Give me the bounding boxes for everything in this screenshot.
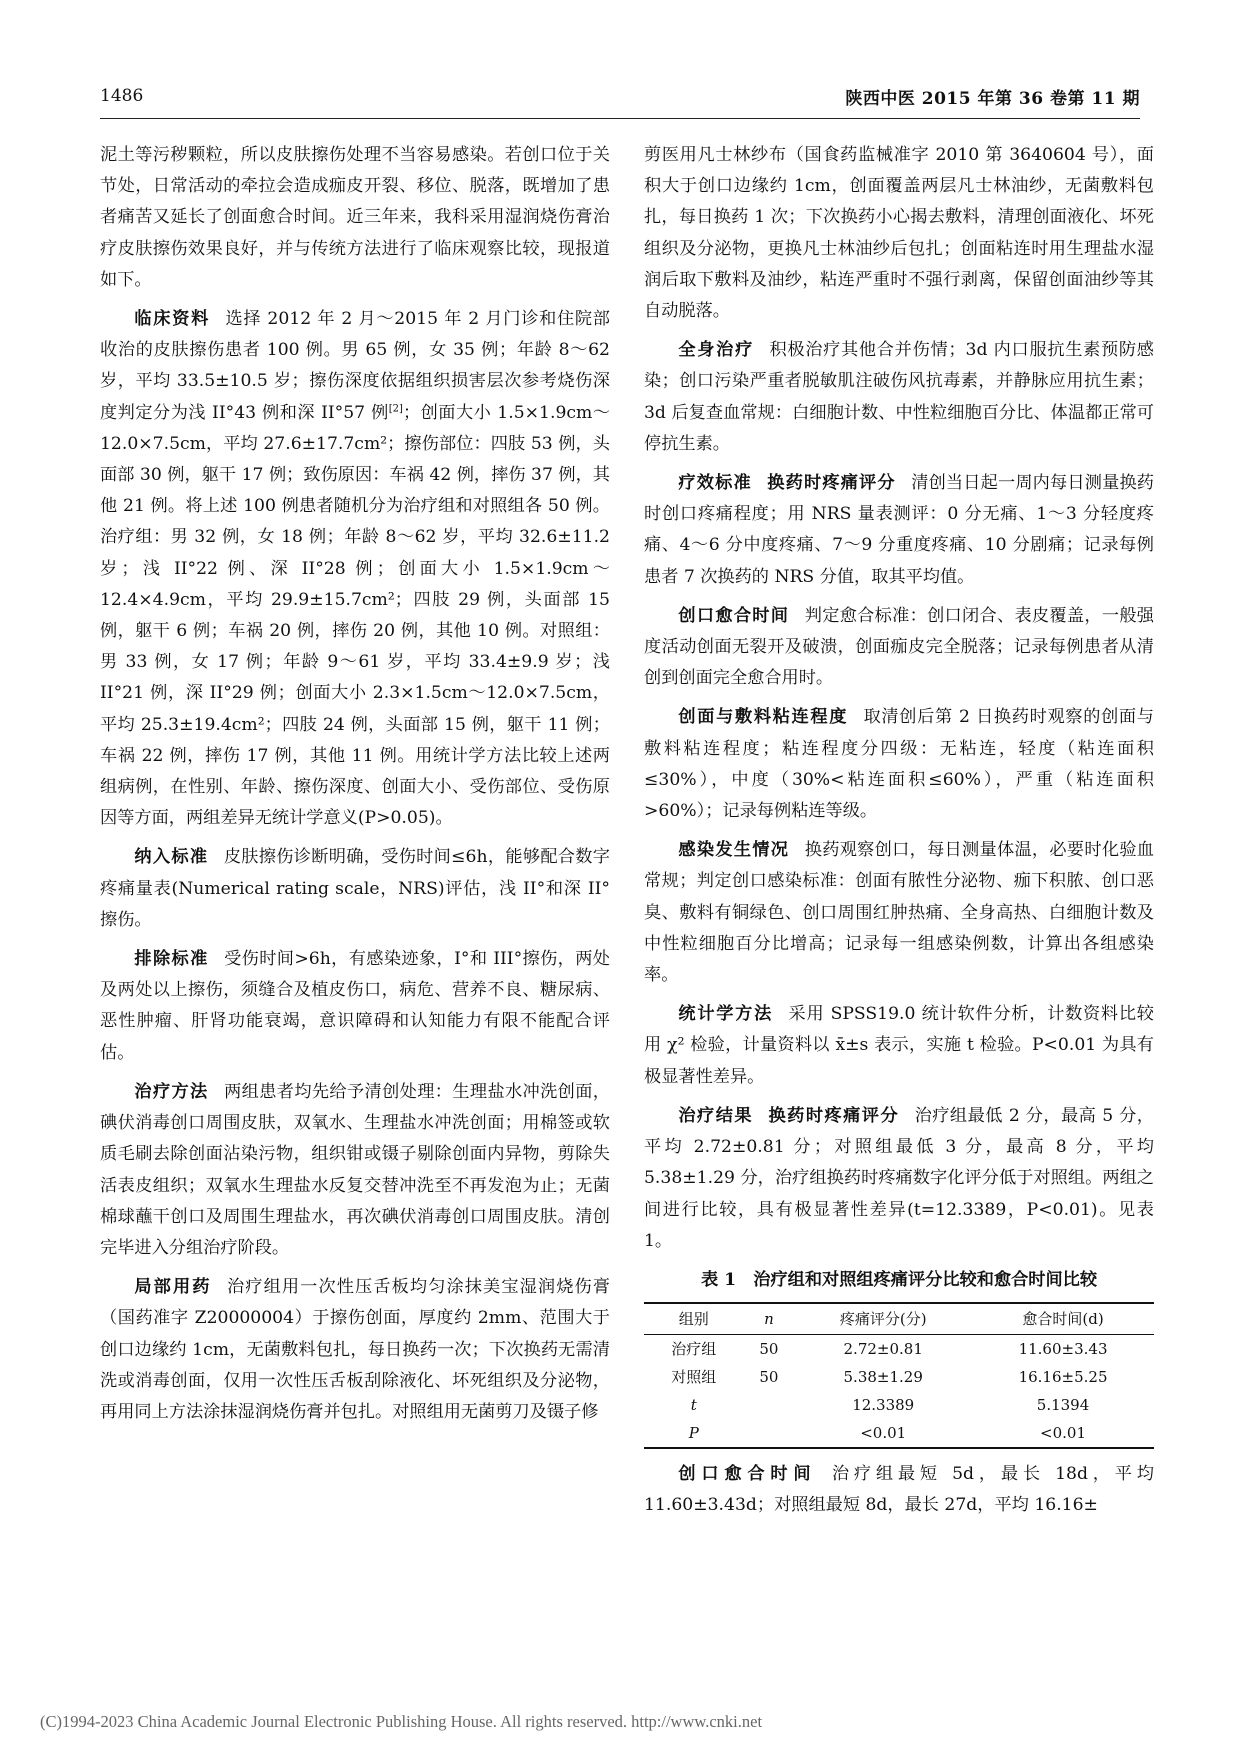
table-cell: <0.01	[794, 1419, 972, 1448]
table-cell: 2.72±0.81	[843, 1339, 923, 1358]
section-text: 治疗组最短 5d，最长 18d，平均 11.60±3.43d；对照组最短 8d，最长 27d，平均 16.16±	[644, 1463, 1154, 1516]
section-heading: 全身治疗	[678, 340, 754, 361]
subsection-heading: 换药时疼痛评分	[767, 473, 896, 494]
section-treatment-method	[100, 1077, 610, 1264]
section-local-medication	[100, 1272, 610, 1428]
section-healing-time	[644, 601, 1154, 695]
section-clinical-data	[100, 304, 610, 834]
table-cell: 50	[759, 1339, 779, 1358]
table-cell: 12.3389	[852, 1395, 915, 1414]
section-heading: 疗效标准	[678, 473, 752, 494]
running-header	[100, 84, 1140, 119]
table-cell: 16.16±5.25	[1018, 1367, 1108, 1386]
section-heading: 创口愈合时间	[678, 1463, 817, 1484]
section-systemic-treatment	[644, 335, 1154, 460]
section-heading: 治疗结果	[678, 1105, 754, 1126]
table-cell	[743, 1419, 794, 1448]
table-row	[644, 1391, 1154, 1419]
section-heading: 排除标准	[134, 949, 209, 970]
paragraph-continued: 剪医用凡士林纱布（国食药监械准字 2010 第 3640604 号），面积大于创口边缘约 1cm，创面覆盖两层凡士林油纱，无菌敷料包扎，每日换药 1 次；下次换药小心揭去敷料，清理创面液化、坏死组织及分泌物，更换凡士林油纱后包扎；创面粘连时用生理盐水湿润后取下敷料及油纱，粘连严重时不强行剥离，保留创面油纱等其自动脱落。	[644, 145, 1154, 322]
section-infection	[644, 835, 1154, 991]
section-text: 采用 SPSS19.0 统计软件分析，计数资料比较用 χ² 检验，计量资料以 x̄±s 表示，实施 t 检验。P<0.01 为具有极显著性差异。	[644, 1004, 1154, 1087]
section-text: 皮肤擦伤诊断明确，受伤时间≤6h，能够配合数字疼痛量表(Numerical rating scale，NRS)评估，浅 II°和深 II°擦伤。	[100, 847, 610, 930]
page-number: 1486	[100, 86, 144, 106]
table-cell: 50	[759, 1367, 779, 1386]
section-text: 取清创后第 2 日换药时观察的创面与敷料粘连程度；粘连程度分四级：无粘连，轻度（粘连面积≤30%），中度（30%<粘连面积≤60%），严重（粘连面积>60%）；记录每例粘连等级。	[644, 707, 1154, 822]
copyright-footer: (C)1994-2023 China Academic Journal Electronic Publishing House. All rights reserved. http://www.cnki.net	[40, 1712, 763, 1731]
table-cell: 治疗组	[671, 1339, 717, 1358]
section-statistics	[644, 999, 1154, 1093]
section-efficacy-criteria	[644, 468, 1154, 593]
section-heading: 感染发生情况	[678, 840, 790, 861]
section-text: 治疗组用一次性压舌板均匀涂抹美宝湿润烧伤膏（国药准字 Z20000004）于擦伤创面，厚度约 2mm、范围大于创口边缘约 1cm，无菌敷料包扎，每日换药一次；下次换药无需清洗或消毒创面，仅用一次性压舌板刮除液化、坏死组织及分泌物，再用同上方法涂抹湿润烧伤膏并包扎。对照组用无菌剪刀及镊子修	[100, 1277, 610, 1422]
table-cell: 5.38±1.29	[843, 1367, 923, 1386]
table-row	[644, 1419, 1154, 1448]
section-heading: 统计学方法	[678, 1004, 774, 1025]
column-header: n	[743, 1303, 794, 1335]
section-text: 两组患者均先给予清创处理：生理盐水冲洗创面，碘伏消毒创口周围皮肤，双氧水、生理盐水冲洗创面；用棉签或软质毛刷去除创面沾染污物，组织钳或镊子剔除创面内异物，剪除失活表皮组织；双氧水生理盐水反复交替冲洗至不再发泡为止；无菌棉球蘸干创口及周围生理盐水，再次碘伏消毒创口周围皮肤。清创完毕进入分组治疗阶段。	[100, 1081, 610, 1258]
table-row	[644, 1363, 1154, 1391]
subsection-heading: 换药时疼痛评分	[768, 1105, 900, 1126]
section-text: 换药观察创口，每日测量体温，必要时化验血常规；判定创口感染标准：创面有脓性分泌物、痂下积脓、创口恶臭、敷料有铜绿色、创口周围红肿热痛、全身高热、白细胞计数及中性粒细胞百分比增高；记录每一组感染例数，计算出各组感染率。	[644, 840, 1154, 986]
section-inclusion-criteria	[100, 842, 610, 936]
column-header: 组别	[644, 1303, 743, 1335]
section-adhesion	[644, 702, 1154, 827]
section-text: 积极治疗其他合并伤情；3d 内口服抗生素预防感染；创口污染严重者脱敏肌注破伤风抗毒素，并静脉应用抗生素；3d 后复查血常规：白细胞计数、中性粒细胞百分比、体温都正常可停抗生素。	[644, 340, 1154, 454]
section-heading: 治疗方法	[134, 1081, 209, 1102]
section-heading: 纳入标准	[134, 847, 209, 868]
table-cell	[743, 1391, 794, 1419]
column-header: 愈合时间(d)	[972, 1303, 1154, 1335]
results-table	[644, 1302, 1154, 1449]
table-header-row	[644, 1303, 1154, 1335]
table-cell: 11.60±3.43	[1018, 1339, 1108, 1358]
table-row	[644, 1334, 1154, 1363]
table-cell: P	[644, 1419, 743, 1448]
table-cell: t	[690, 1395, 697, 1414]
journal-title: 陕西中医 2015 年第 36 卷第 11 期	[845, 89, 1140, 109]
left-column	[100, 140, 610, 1436]
section-heading: 创面与敷料粘连程度	[678, 707, 849, 728]
section-heading: 局部用药	[134, 1277, 212, 1298]
section-text: 治疗组最低 2 分，最高 5 分，平均 2.72±0.81 分；对照组最低 3 分，最高 8 分，平均 5.38±1.29 分，治疗组换药时疼痛数字化评分低于对照组。两组之间进行比较，具有极显著性差异(t=12.3389，P<0.01)。见表 1。	[644, 1105, 1154, 1251]
section-text: 清创当日起一周内每日测量换药时创口疼痛程度；用 NRS 量表测评：0 分无痛、1～3 分轻度疼痛、4～6 分中度疼痛、7～9 分重度疼痛、10 分剧痛；记录每例患者 7 次换药的 NRS 分值，取其平均值。	[644, 473, 1154, 587]
section-healing-result	[644, 1459, 1154, 1521]
section-text: 选择 2012 年 2 月～2015 年 2 月门诊和住院部收治的皮肤擦伤患者 100 例。男 65 例，女 35 例；年龄 8～62 岁，平均 33.5±10.5 岁；擦伤深度依据组织损害层次参考烧伤深度判定分为浅 II°43 例和深 II°57 例	[100, 309, 610, 423]
section-results	[644, 1101, 1154, 1257]
table-cell: <0.01	[972, 1419, 1154, 1448]
section-text: 受伤时间>6h，有感染迹象，I°和 III°擦伤，两处及两处以上擦伤，须缝合及植皮伤口，病危、营养不良、糖尿病、恶性肿瘤、肝肾功能衰竭，意识障碍和认知能力有限不能配合评估。	[100, 949, 610, 1063]
citation-ref: [2]	[388, 402, 403, 414]
section-exclusion-criteria	[100, 944, 610, 1069]
right-column	[644, 140, 1154, 1529]
table-cell: 对照组	[671, 1367, 717, 1386]
paragraph-intro: 泥土等污秽颗粒，所以皮肤擦伤处理不当容易感染。若创口位于关节处，日常活动的牵拉会造成痂皮开裂、移位、脱落，既增加了患者痛苦又延长了创面愈合时间。近三年来，我科采用湿润烧伤膏治疗皮肤擦伤效果良好，并与传统方法进行了临床观察比较，现报道如下。	[100, 145, 610, 290]
column-header: 疼痛评分(分)	[794, 1303, 972, 1335]
section-heading: 创口愈合时间	[678, 605, 790, 626]
section-text: ；创面大小 1.5×1.9cm～12.0×7.5cm，平均 27.6±17.7cm²；擦伤部位：四肢 53 例，头面部 30 例，躯干 17 例；致伤原因：车祸 42 例，摔伤 37 例，其他 21 例。将上述 100 例患者随机分为治疗组和对照组各 50 例。治疗组：男 32 例，女 18 例；年龄 8～62 岁，平均 32.6±11.2 岁；浅 II°22 例、深 II°28 例；创面大小 1.5×1.9cm～12.4×4.9cm，平均 29.9±15.7cm²；四肢 29 例，头面部 15 例，躯干 6 例；车祸 20 例，摔伤 20 例，其他 10 例。对照组：男 33 例，女 17 例；年龄 9～61 岁，平均 33.4±9.9 岁；浅 II°21 例，深 II°29 例；创面大小 2.3×1.5cm～12.0×7.5cm，平均 25.3±19.4cm²；四肢 24 例，头面部 15 例，躯干 11 例；车祸 22 例，摔伤 17 例，其他 11 例。用统计学方法比较上述两组病例，在性别、年龄、擦伤深度、创面大小、受伤部位、受伤原因等方面，两组差异无统计学意义(P>0.05)。	[100, 402, 610, 829]
section-text: 判定愈合标准：创口闭合、表皮覆盖，一般强度活动创面无裂开及破溃，创面痂皮完全脱落；记录每例患者从清创到创面完全愈合用时。	[644, 605, 1154, 689]
table-caption: 表 1 治疗组和对照组疼痛评分比较和愈合时间比较	[700, 1269, 1098, 1290]
table-cell: 5.1394	[1036, 1395, 1090, 1414]
section-heading: 临床资料	[134, 309, 210, 330]
